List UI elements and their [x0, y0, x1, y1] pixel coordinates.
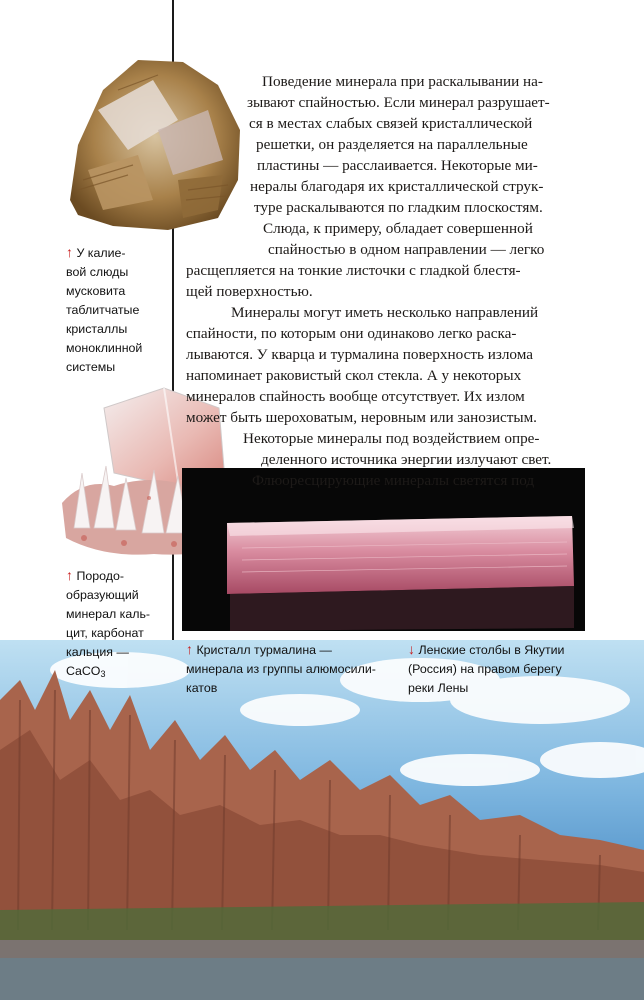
- caption-calcite: [66, 566, 150, 684]
- body-line: спайности, по которым они одинаково легко раска-: [186, 325, 517, 342]
- caption-line: мусковита: [66, 284, 126, 298]
- down-arrow-icon: ↓: [408, 641, 415, 657]
- caption-line: цит, карбонат: [66, 626, 144, 640]
- caption-line: таблитчатые: [66, 303, 140, 317]
- up-arrow-icon: ↑: [186, 641, 193, 657]
- caption-line: реки Лены: [408, 681, 469, 695]
- body-line: туре раскалываются по гладким плоскостям.: [254, 199, 543, 216]
- up-arrow-icon: ↑: [66, 244, 73, 260]
- caption-lena-pillars: [408, 640, 564, 698]
- body-line: спайностью в одном направлении — легко: [268, 241, 545, 258]
- caption-line: (Россия) на правом берегу: [408, 662, 562, 676]
- body-line: ся в местах слабых связей кристаллической: [249, 115, 533, 132]
- caption-line: кристаллы: [66, 322, 128, 336]
- caption-tourmaline: [186, 640, 376, 698]
- caption-line: Породо-: [76, 569, 125, 583]
- body-line: нералы благодаря их кристаллической струк-: [250, 178, 544, 195]
- caption-line: Кристалл турмалина —: [196, 643, 332, 657]
- body-line: зывают спайностью. Если минерал разрушает-: [247, 94, 550, 111]
- caption-line: катов: [186, 681, 218, 695]
- caption-line: моноклинной: [66, 341, 143, 355]
- caption-line: образующий: [66, 588, 139, 602]
- tourmaline-image: [182, 468, 585, 631]
- body-line: Слюда, к примеру, обладает совершенной: [263, 220, 533, 237]
- body-line: Некоторые минералы под воздействием опре-: [243, 430, 540, 447]
- body-line: минералов спайность вообще отсутствует. Их излом: [186, 388, 525, 405]
- caption-line: минерала из группы алюмосили-: [186, 662, 376, 676]
- caption-line: Ленские столбы в Якутии: [418, 643, 565, 657]
- muscovite-image: [58, 50, 248, 235]
- caption-line: вой слюды: [66, 265, 129, 279]
- caption-line: кальция —: [66, 645, 129, 659]
- body-line: может быть шероховатым, неровным или занозистым.: [186, 409, 537, 426]
- formula: CaCO$_3$: [66, 664, 106, 679]
- body-line: Минералы могут иметь несколько направлений: [231, 304, 539, 321]
- caption-line: У калие-: [76, 246, 126, 260]
- body-line: Флюоресцирующие минералы светятся под: [252, 472, 535, 489]
- caption-muscovite: [66, 243, 142, 377]
- body-line: лываются. У кварца и турмалина поверхность излома: [186, 346, 533, 363]
- body-line: пластины — расслаивается. Некоторые ми-: [257, 157, 538, 174]
- body-line: щей поверхностью.: [186, 283, 313, 300]
- body-line: деленного источника энергии излучают свет.: [261, 451, 552, 468]
- up-arrow-icon: ↑: [66, 567, 73, 583]
- body-line: расщепляется на тонкие листочки с гладкой блестя-: [186, 262, 521, 279]
- caption-line: системы: [66, 360, 116, 374]
- caption-line: минерал каль-: [66, 607, 151, 621]
- body-line: решетки, он разделяется на параллельные: [256, 136, 528, 153]
- body-line: напоминает раковистый скол стекла. А у некоторых: [186, 367, 522, 384]
- body-line: Поведение минерала при раскалывании на-: [262, 73, 543, 90]
